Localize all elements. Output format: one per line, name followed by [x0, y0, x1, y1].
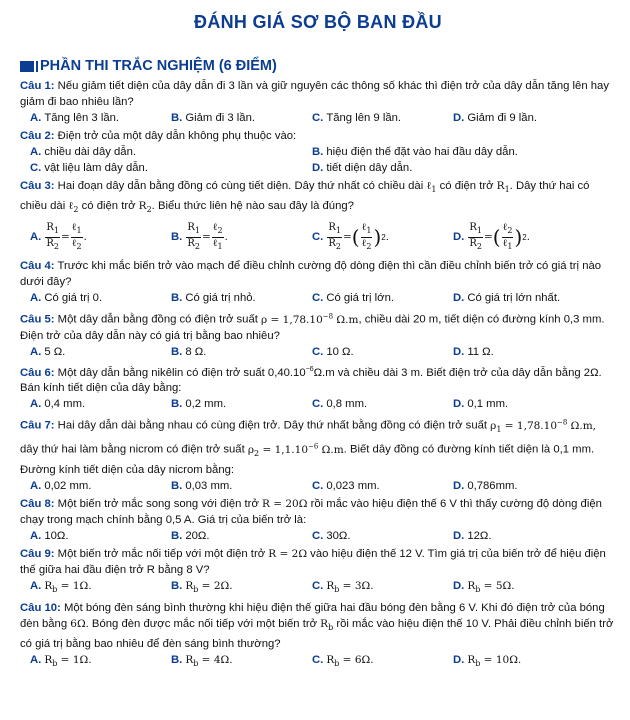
question-7: Câu 7: Hai dây dẫn dài bằng nhau có cùng điện trở. Dây thứ nhất bằng đồng có điện trở suất $\rho_1 = 1,78.10^{-8}$ Ω.m, dây thứ hai làm bằng nicrom có điện trở suất $\rho_2 = 1,1.10^{-6}$ Ω.m. Biết dây đồng có đường kính tiết diện là 0,1 mm. Đường kính tiết diện của dây nicrom bằng: — [20, 418, 597, 476]
option-b[interactable]: B. $R_b = 4\Omega$. — [171, 653, 233, 668]
options-q2 — [20, 144, 616, 176]
section-heading — [20, 58, 616, 74]
option-d[interactable]: D. $\frac{R_1}{R_2}$ = ( $\frac{\ell_2}{\ell_1}$ ) 2 . — [453, 221, 530, 251]
options-q5 — [20, 344, 616, 360]
option-c[interactable]: C. vật liệu làm dây dẫn. — [30, 162, 148, 174]
option-d[interactable]: D. 0,786mm. — [453, 479, 518, 492]
option-b[interactable]: B. 20Ω. — [171, 529, 210, 542]
question-9: Câu 9: Một biến trở mắc nối tiếp với một điện trở R = 2Ω vào hiệu điện thế 12 V. Tìm giá trị của biến trở để hiệu điện thế giữa hai đầu điện trở R bằng 8 V? — [20, 547, 606, 576]
option-a[interactable]: A. 10Ω. — [30, 529, 69, 542]
option-b[interactable]: B. 0,2 mm. — [171, 398, 227, 411]
question-8: Câu 8: Một biến trở mắc song song với điện trở R = 20Ω rồi mắc vào hiệu điện thế 6 V thì thấy cường độ dòng điện chạy trong mạch chính bằng 0,5 A. Giá trị của biến trở là: — [20, 497, 602, 526]
option-d[interactable]: D. 12Ω. — [453, 529, 492, 542]
option-d[interactable]: D. $R_b = 10\Omega$. — [453, 653, 522, 668]
option-a[interactable]: A. 0,02 mm. — [30, 479, 92, 492]
options-q10 — [20, 652, 616, 672]
question-10: Câu 10: Một bóng đèn sáng bình thường khi hiệu điện thế giữa hai đầu bóng đèn bằng 6 V. Khi đó điện trở của bóng đèn bằng 6Ω. Bóng đèn được mắc nối tiếp với một biến trở $R_b$ rồi mắc vào hiệu điện thế 10 V. Phải điều chỉnh biến trở có giá trị bằng bao nhiêu để đèn sáng bình thường? — [20, 601, 614, 650]
option-d[interactable]: D. 11 Ω. — [453, 345, 494, 358]
option-a[interactable]: A. $R_b = 1\Omega$. — [30, 579, 92, 594]
option-d[interactable]: D. Có giá trị lớn nhất. — [453, 292, 561, 305]
option-c[interactable]: C. Tăng lên 9 lần. — [312, 112, 402, 124]
option-a[interactable]: A. 0,4 mm. — [30, 398, 86, 411]
options-q6 — [20, 396, 616, 412]
option-d[interactable]: D. $R_b = 5\Omega$. — [453, 579, 515, 594]
option-a[interactable]: A. Có giá trị 0. — [30, 292, 103, 305]
option-a[interactable]: A. $R_b = 1\Omega$. — [30, 653, 92, 668]
option-a[interactable]: A. 5 Ω. — [30, 345, 66, 358]
options-q1 — [20, 110, 616, 126]
option-a[interactable]: A. Tăng lên 3 lần. — [30, 112, 120, 124]
option-c[interactable]: C. Có giá trị lớn. — [312, 292, 394, 305]
options-q3 — [20, 218, 616, 256]
question-2: Câu 2: Điện trở của một dây dẫn không phụ thuộc vào: — [20, 130, 297, 142]
option-c[interactable]: C. $R_b = 6\Omega$. — [312, 653, 374, 668]
question-1: Câu 1: Nếu giảm tiết diện của dây dẫn đi 3 lần và giữ nguyên các thông số khác thì điện trở của dây dẫn tăng lên hay giảm đi bao nhiêu lần? — [20, 80, 609, 108]
page-title: ĐÁNH GIÁ SƠ BỘ BAN ĐẦU — [194, 12, 442, 32]
option-c[interactable]: C. 0,023 mm. — [312, 479, 380, 492]
option-c[interactable]: C. $\frac{R_1}{R_2}$ = ( $\frac{\ell_1}{\ell_2}$ ) 2 . — [312, 221, 389, 251]
option-c[interactable]: C. 10 Ω. — [312, 345, 354, 358]
options-q4 — [20, 290, 616, 306]
question-6: Câu 6: Một dây dẫn bằng nikêlin có điện trở suất $0,40.10^{-6}\Omega.m$ và chiều dài 3 m. Biết điện trở của dây dẫn bằng 2Ω. Bán kính tiết diện của dây bằng: — [20, 365, 602, 395]
option-a[interactable]: A. $\frac{R_1}{R_2}$ = $\frac{\ell_1}{\ell_2}$ . — [30, 221, 87, 251]
question-3: Câu 3: Hai đoạn dây dẫn bằng đồng có cùng tiết diện. Dây thứ nhất có chiều dài ℓ$_1$ có điện trở $R_1$. Dây thứ hai có chiều dài ℓ$_2$ có điện trở $R_2$. Biểu thức liên hệ nào sau đây là đúng? — [20, 180, 590, 215]
option-b[interactable]: B. $R_b = 2\Omega$. — [171, 579, 233, 594]
question-4: Câu 4: Trước khi mắc biến trở vào mạch để điều chỉnh cường độ dòng điện thì cần điều chỉnh biến trở có giá trị nào dưới đây? — [20, 260, 602, 289]
option-a[interactable]: A. chiều dài dây dẫn. — [30, 146, 137, 158]
section-square-icon — [20, 61, 34, 72]
option-d[interactable]: D. Giảm đi 9 lần. — [453, 112, 538, 124]
option-b[interactable]: B. hiệu điện thế đặt vào hai đầu dây dẫn. — [312, 146, 518, 158]
section-title: PHẦN THI TRẮC NGHIỆM (6 ĐIỂM) — [40, 58, 277, 74]
option-b[interactable]: B. 0,03 mm. — [171, 479, 233, 492]
option-c[interactable]: C. 30Ω. — [312, 529, 351, 542]
options-q9 — [20, 578, 616, 598]
option-b[interactable]: B. $\frac{R_1}{R_2}$ = $\frac{\ell_2}{\ell_1}$ . — [171, 221, 228, 251]
options-q8 — [20, 528, 616, 544]
option-b[interactable]: B. Có giá trị nhỏ. — [171, 292, 256, 305]
option-c[interactable]: C. $R_b = 3\Omega$. — [312, 579, 374, 594]
option-d[interactable]: D. 0,1 mm. — [453, 398, 509, 411]
option-b[interactable]: B. 8 Ω. — [171, 345, 207, 358]
option-d[interactable]: D. tiết diện dây dẫn. — [312, 162, 413, 174]
options-q7 — [20, 478, 616, 494]
question-5: Câu 5: Một dây dẫn bằng đồng có điện trở suất $\rho = 1,78.10^{-8}$ Ω.m, chiều dài 20 m, tiết diện có đường kính 0,3 mm. Điện trở của dây dẫn này có giá trị bằng bao nhiêu? — [20, 312, 605, 342]
option-b[interactable]: B. Giảm đi 3 lần. — [171, 112, 256, 124]
option-c[interactable]: C. 0,8 mm. — [312, 398, 368, 411]
